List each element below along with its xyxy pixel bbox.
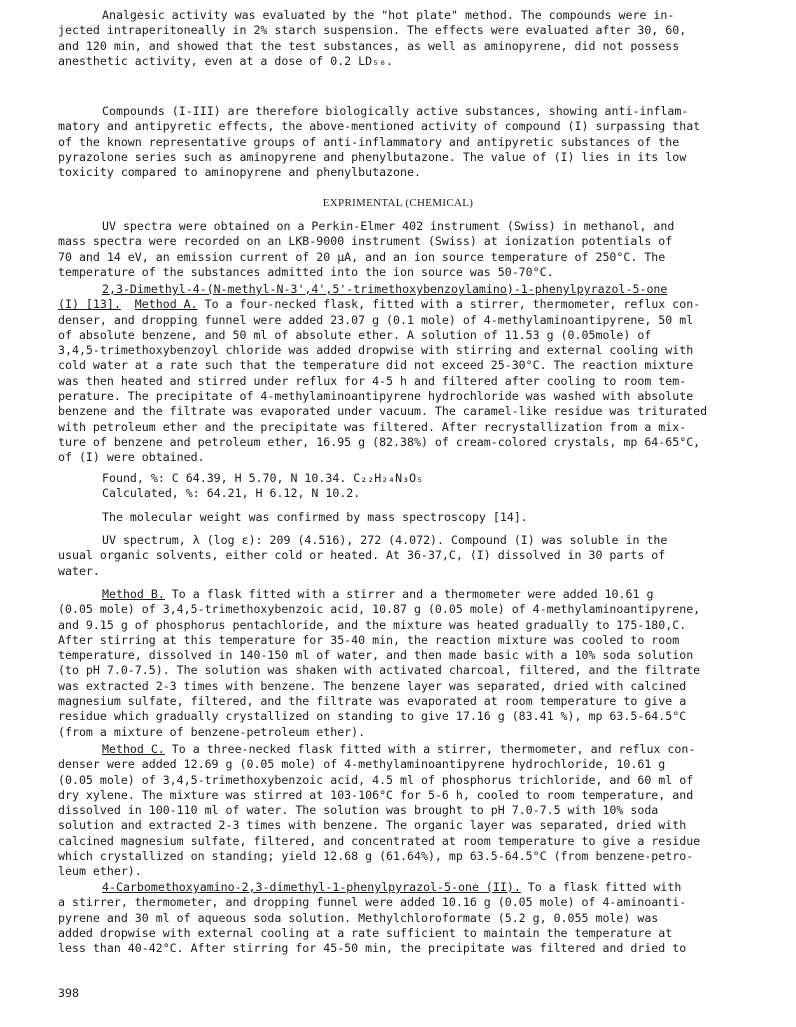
text-line: denser, and dropping funnel were added 23.07 g (0.1 mole) of 4-methylaminoantipyrene, 50 ml (58, 312, 694, 327)
text-line: benzene and the filtrate was evaporated under vacuum. The caramel-like residue was triturated (58, 404, 708, 419)
text-line: denser were added 12.69 g (0.05 mole) of 4-methylaminoantipyrene hydrochloride, 10.61 g (58, 757, 666, 772)
text-line: UV spectra were obtained on a Perkin-Elmer 402 instrument (Swiss) in methanol, and (102, 219, 675, 233)
paragraph-method-c (58, 742, 758, 880)
text-line: water. (58, 563, 100, 578)
text-fragment: To a flask fitted with (520, 880, 682, 894)
page-number: 398 (58, 986, 79, 1000)
text-line: ture of benzene and petroleum ether, 16.95 g (82.38%) of cream-colored crystals, mp 64-65°C, (58, 434, 701, 449)
paragraph-mw (58, 510, 758, 525)
text-line: jected intraperitoneally in 2% starch suspension. The effects were evaluated after 30, 60, (58, 23, 687, 38)
text-line: 3,4,5-trimethoxybenzoyl chloride was added dropwise with stirring and external cooling with (58, 343, 694, 358)
text-line (58, 297, 758, 312)
section-heading: EXPRIMENTAL (CHEMICAL) (322, 197, 474, 209)
text-line: dissolved in 100-110 ml of water. The solution was brought to pH 7.0-7.5 with 10% soda (58, 803, 659, 818)
text-line: (0.05 mole) of 3,4,5-trimethoxybenzoic acid, 10.87 g (0.05 mole) of 4-methylaminoantipyrene, (58, 602, 701, 617)
paragraph-method-b (58, 587, 758, 740)
text-line: mass spectra were recorded on an LKB-9000 instrument (Swiss) at ionization potentials of (58, 234, 673, 249)
text-line: was then heated and stirred under reflux for 4-5 h and filtered after cooling to room tem- (58, 373, 687, 388)
text-line: pyrazolone series such as aminopyrene and phenylbutazone. The value of (I) lies in its low (58, 149, 687, 164)
text-line: The molecular weight was confirmed by mass spectroscopy [14]. (102, 510, 528, 524)
paragraph-analgesic (58, 8, 758, 69)
text-line: less than 40-42°C. After stirring for 45-50 min, the precipitate was filtered and dried to (58, 941, 687, 956)
text-line: leum ether). (58, 864, 142, 879)
text-line: of (I) were obtained. (58, 450, 205, 465)
text-line (58, 880, 758, 895)
text-fragment: To a flask fitted with a stirrer and a thermometer were added 10.61 g (164, 587, 654, 601)
text-line: was extracted 2-3 times with benzene. The benzene layer was separated, dried with calcined (58, 678, 687, 693)
text-line: solution and extracted 2-3 times with benzene. The organic layer was separated, dried with (58, 818, 687, 833)
found-line: Found, %: C 64.39, H 5.70, N 10.34. C₂₂H₂₄N₃O₅ (102, 471, 424, 485)
text-line: toxicity compared to aminopyrene and phenylbutazone. (58, 165, 421, 180)
text-line: temperature, dissolved in 140-150 ml of water, and then made basic with a 10% soda solution (58, 648, 694, 663)
text-line: Analgesic activity was evaluated by the "hot plate" method. The compounds were in- (102, 8, 675, 22)
text-line: UV spectrum, λ (log ε): 209 (4.516), 272 (4.072). Compound (I) was soluble in the (102, 533, 668, 547)
text-line: calcined magnesium sulfate, filtered, and concentrated at room temperature to give a residue (58, 833, 701, 848)
calculated-line: Calculated, %: 64.21, H 6.12, N 10.2. (102, 486, 361, 501)
text-line: and 9.15 g of phosphorus pentachloride, and the mixture was heated gradually to 175-180,C. (58, 617, 687, 632)
paragraph-compound-I (58, 282, 758, 466)
compound-title-line (58, 282, 758, 297)
text-line: magnesium sulfate, filtered, and the filtrate was evaporated at room temperature to give a (58, 694, 687, 709)
text-line: cold water at a rate such that the temperature did not exceed 25-30°C. The reaction mixture (58, 358, 694, 373)
method-label: Method A. (134, 297, 198, 312)
text-line: dry xylene. The mixture was stirred at 103-106°C for 5-6 h, cooled to room temperature, and (58, 787, 694, 802)
text-fragment: To a three-necked flask fitted with a stirrer, thermometer, and reflux con- (164, 742, 696, 756)
text-line (58, 587, 758, 602)
text-line: a stirrer, thermometer, and dropping funnel were added 10.16 g (0.05 mole) of 4-aminoanti- (58, 895, 687, 910)
paragraph-compounds (58, 104, 758, 180)
text-line: of the known representative groups of anti-inflammatory and antipyretic substances of the (58, 134, 680, 149)
text-line: matory and antipyretic effects, the above-mentioned activity of compound (I) surpassing that (58, 119, 701, 134)
paragraph-instruments (58, 219, 758, 280)
text-line: added dropwise with external cooling at a rate sufficient to maintain the temperature at (58, 925, 673, 940)
paragraph-compound-II (58, 880, 758, 956)
text-line: usual organic solvents, either cold or heated. At 36-37,C, (I) dissolved in 30 parts of (58, 548, 666, 563)
text-line: After stirring at this temperature for 35-40 min, the reaction mixture was cooled to room (58, 632, 680, 647)
text-line (58, 742, 758, 757)
text-line: temperature of the substances admitted into the ion source was 50-70°C. (58, 264, 554, 279)
text-line: which crystallized on standing; yield 12.68 g (61.64%), mp 63.5-64.5°C (from benzene-petro- (58, 849, 694, 864)
text-line: residue which gradually crystallized on standing to give 17.16 g (83.41 %), mp 63.5-64.5°C (58, 709, 687, 724)
text-line: anesthetic activity, even at a dose of 0.2 LD₅₀. (58, 53, 394, 68)
paragraph-uv (58, 533, 758, 579)
text-line: Compounds (I-III) are therefore biologically active substances, showing anti-inflam- (102, 104, 689, 118)
text-line: 70 and 14 eV, an emission current of 20 μA, and an ion source temperature of 250°C. The (58, 249, 666, 264)
text-line: perature. The precipitate of 4-methylaminoantipyrene hydrochloride was washed with absolute (58, 389, 694, 404)
compound-title: 2,3-Dimethyl-4-(N-methyl-N-3',4',5'-trimethoxybenzoylamino)-1-phenylpyrazol-5-one (102, 282, 668, 296)
text-line: pyrene and 30 ml of aqueous soda solution. Methylchloroformate (5.2 g, 0.055 mole) was (58, 910, 659, 925)
text-line: with petroleum ether and the precipitate was filtered. After recrystallization from a mix- (58, 419, 687, 434)
text-fragment: To a four-necked flask, fitted with a stirrer, thermometer, reflux con- (197, 297, 701, 312)
text-line: (to pH 7.0-7.5). The solution was shaken with activated charcoal, filtered, and the filtrate (58, 663, 701, 678)
analysis-block (58, 471, 758, 502)
method-label: Method C. (102, 742, 165, 756)
text-line: (0.05 mole) of 3,4,5-trimethoxybenzoic acid, 4.5 ml of phosphorus trichloride, and 60 ml of (58, 772, 694, 787)
text-line: (from a mixture of benzene-petroleum ether). (58, 724, 366, 739)
method-label: Method B. (102, 587, 165, 601)
reference-link: (I) [13]. (58, 297, 121, 312)
text-line: of absolute benzene, and 50 ml of absolute ether. A solution of 11.53 g (0.05mole) of (58, 327, 652, 342)
compound-title: 4-Carbomethoxyamino-2,3-dimethyl-1-phenylpyrazol-5-one (II). (102, 880, 521, 894)
text-line: and 120 min, and showed that the test substances, as well as aminopyrene, did not possess (58, 38, 680, 53)
